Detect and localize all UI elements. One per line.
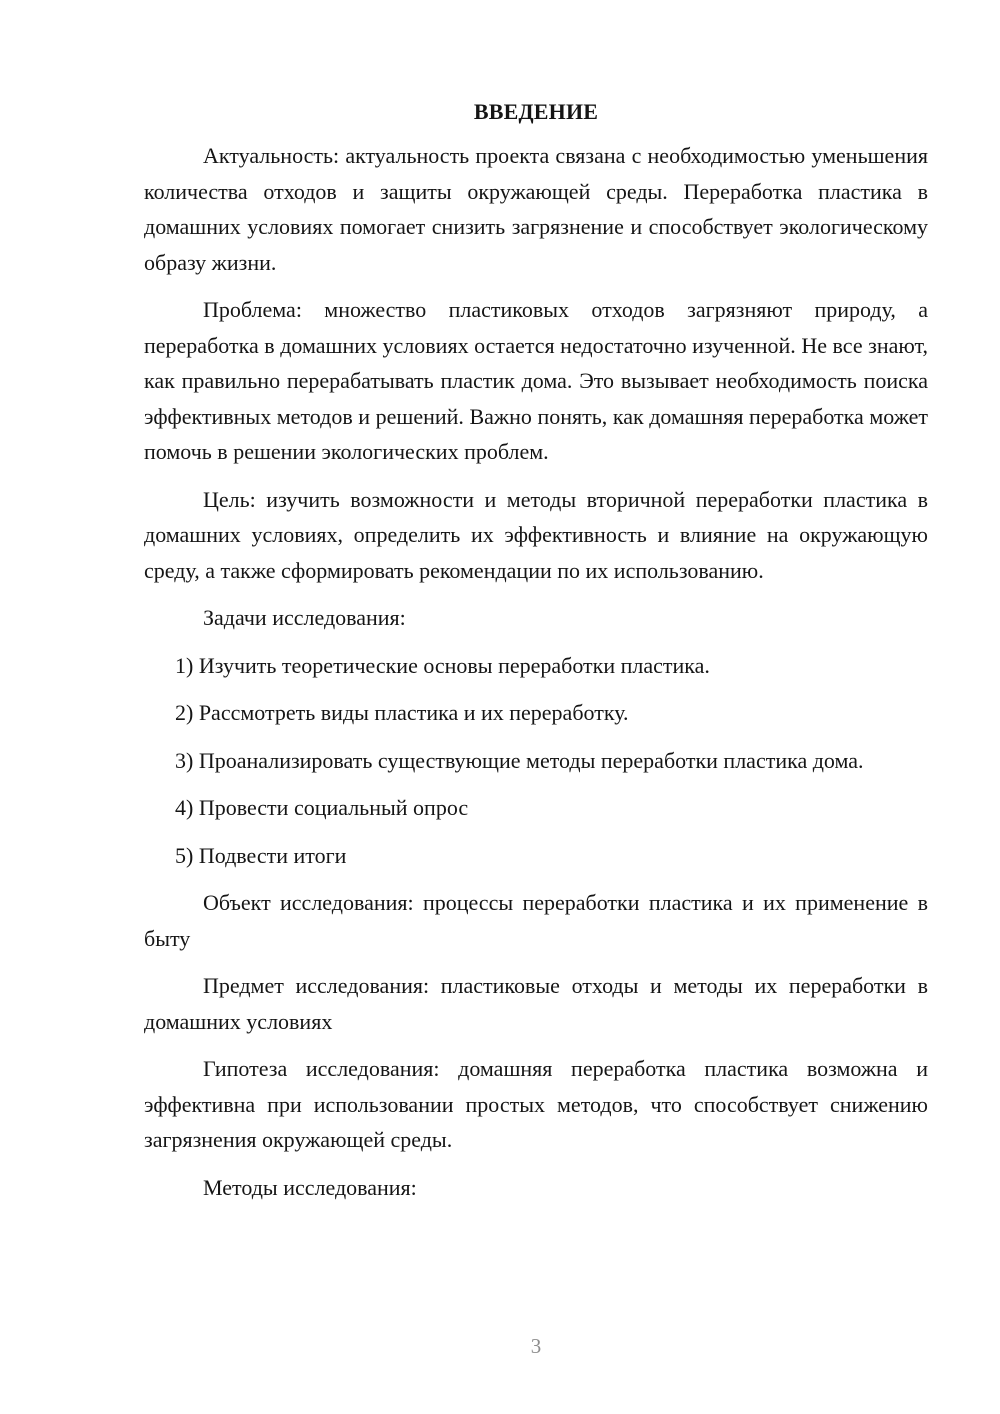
- tasks-heading: Задачи исследования:: [203, 605, 406, 630]
- task-item-4: 4) Провести социальный опрос: [175, 795, 469, 820]
- hypothesis-paragraph: Гипотеза исследования: домашняя переработка пластика возможна и эффективна при использовании простых методов, что способствует снижению загрязнения окружающей среды.: [144, 1056, 928, 1152]
- document-content: [144, 94, 928, 1217]
- task-item-3: 3) Проанализировать существующие методы переработки пластика дома.: [175, 747, 864, 773]
- methods-heading: Методы исследования:: [203, 1174, 417, 1200]
- page-number: 3: [530, 1334, 542, 1358]
- task-item-5: 5) Подвести итоги: [175, 842, 347, 868]
- research-subject-paragraph: Предмет исследования: пластиковые отходы и методы их переработки в домашних условиях: [144, 973, 928, 1034]
- problem-paragraph: Проблема: множество пластиковых отходов загрязняют природу, а переработка в домашних условиях остается недостаточно изученной. Не все знают, как правильно перерабатывать пластик дома. Это вызывает необходимость поиска эффективных методов и решений. Важно понять, как домашняя переработка может помочь в решении экологических проблем.: [144, 297, 928, 464]
- relevance-paragraph: Актуальность: актуальность проекта связана с необходимостью уменьшения количества отходов и защиты окружающей среды. Переработка пластика в домашних условиях помогает снизить загрязнение и способствует экологическому образу жизни.: [144, 143, 928, 275]
- task-item-1: 1) Изучить теоретические основы переработки пластика.: [175, 652, 710, 678]
- research-object-paragraph: Объект исследования: процессы переработки пластика и их применение в быту: [144, 890, 928, 951]
- section-title: ВВЕДЕНИЕ: [473, 99, 599, 124]
- task-item-2: 2) Рассмотреть виды пластика и их переработку.: [175, 700, 629, 725]
- goal-paragraph: Цель: изучить возможности и методы вторичной переработки пластика в домашних условиях, определить их эффективность и влияние на окружающую среду, а также сформировать рекомендации по их использованию.: [144, 486, 928, 583]
